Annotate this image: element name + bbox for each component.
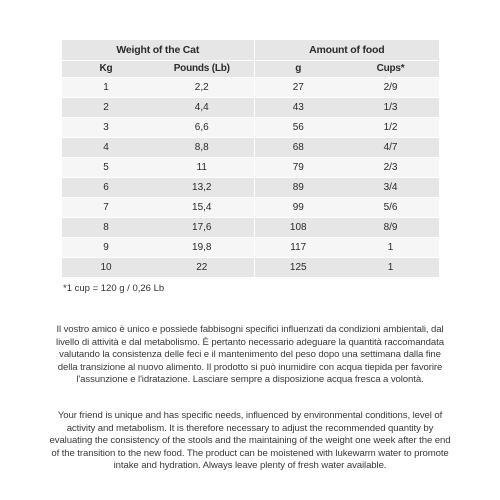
table-row <box>62 258 439 278</box>
kg-column-header: Kg <box>62 61 150 78</box>
group-header-row <box>62 40 439 61</box>
pounds-cell: 22 <box>150 258 254 278</box>
grams-cell: 89 <box>254 178 342 198</box>
pounds-cell: 2,2 <box>150 78 254 98</box>
pounds-cell: 15,4 <box>150 198 254 218</box>
cups-cell: 8/9 <box>342 218 439 238</box>
grams-column-header: g <box>254 61 342 78</box>
grams-cell: 43 <box>254 98 342 118</box>
kg-cell: 10 <box>62 258 150 278</box>
kg-cell: 3 <box>62 118 150 138</box>
grams-cell: 125 <box>254 258 342 278</box>
kg-cell: 5 <box>62 158 150 178</box>
grams-cell: 99 <box>254 198 342 218</box>
food-group-header: Amount of food <box>254 40 439 61</box>
table-header <box>62 40 439 78</box>
cups-cell: 1 <box>342 238 439 258</box>
grams-cell: 108 <box>254 218 342 238</box>
table-row <box>62 238 439 258</box>
kg-cell: 9 <box>62 238 150 258</box>
pounds-cell: 19,8 <box>150 238 254 258</box>
grams-cell: 117 <box>254 238 342 258</box>
cup-footnote: *1 cup = 120 g / 0,26 Lb <box>63 283 165 294</box>
pounds-column-header: Pounds (Lb) <box>150 61 254 78</box>
pounds-cell: 4,4 <box>150 98 254 118</box>
kg-cell: 8 <box>62 218 150 238</box>
cups-cell: 5/6 <box>342 198 439 218</box>
pounds-cell: 6,6 <box>150 118 254 138</box>
table-row <box>62 98 439 118</box>
kg-cell: 7 <box>62 198 150 218</box>
feeding-table <box>62 40 439 278</box>
cups-cell: 3/4 <box>342 178 439 198</box>
cups-cell: 1 <box>342 258 439 278</box>
cups-cell: 2/3 <box>342 158 439 178</box>
cups-column-header: Cups* <box>342 61 439 78</box>
table-row <box>62 78 439 98</box>
cups-cell: 2/9 <box>342 78 439 98</box>
grams-cell: 68 <box>254 138 342 158</box>
pounds-cell: 8,8 <box>150 138 254 158</box>
kg-cell: 2 <box>62 98 150 118</box>
table-row <box>62 118 439 138</box>
pounds-cell: 11 <box>150 158 254 178</box>
table-row <box>62 138 439 158</box>
grams-cell: 56 <box>254 118 342 138</box>
table-body <box>62 78 439 278</box>
cups-cell: 4/7 <box>342 138 439 158</box>
cups-cell: 1/2 <box>342 118 439 138</box>
table-row <box>62 218 439 238</box>
table-row <box>62 198 439 218</box>
grams-cell: 27 <box>254 78 342 98</box>
pounds-cell: 13,2 <box>150 178 254 198</box>
pounds-cell: 17,6 <box>150 218 254 238</box>
unit-header-row <box>62 61 439 78</box>
italian-paragraph: Il vostro amico è unico e possiede fabbisogni specifici influenzati da condizioni ambientali, dal livello di attività e dal metabolismo. È pertanto necessario adeguare la quantità raccomandata valutando la consistenza delle feci e il mantenimento del peso dopo una settimana dalla fine della transizione al nuovo alimento. Il prodotto si può inumidire con acqua tiepida per favorire l'assunzione e l'idratazione. Lasciare sempre a disposizione acqua fresca a volontà. <box>56 324 444 386</box>
cups-cell: 1/3 <box>342 98 439 118</box>
kg-cell: 1 <box>62 78 150 98</box>
grams-cell: 79 <box>254 158 342 178</box>
table-row <box>62 158 439 178</box>
weight-group-header: Weight of the Cat <box>62 40 254 61</box>
table-row <box>62 178 439 198</box>
kg-cell: 4 <box>62 138 150 158</box>
english-paragraph: Your friend is unique and has specific needs, influenced by environmental conditions, level of activity and metabolism. It is therefore necessary to adjust the recommended quantity by evaluating the consistency of the stools and the maintaining of the weight one week after the end of the transition to the new food. The product can be moistened with lukewarm water to promote intake and hydration. Always leave plenty of fresh water available. <box>49 410 451 472</box>
kg-cell: 6 <box>62 178 150 198</box>
